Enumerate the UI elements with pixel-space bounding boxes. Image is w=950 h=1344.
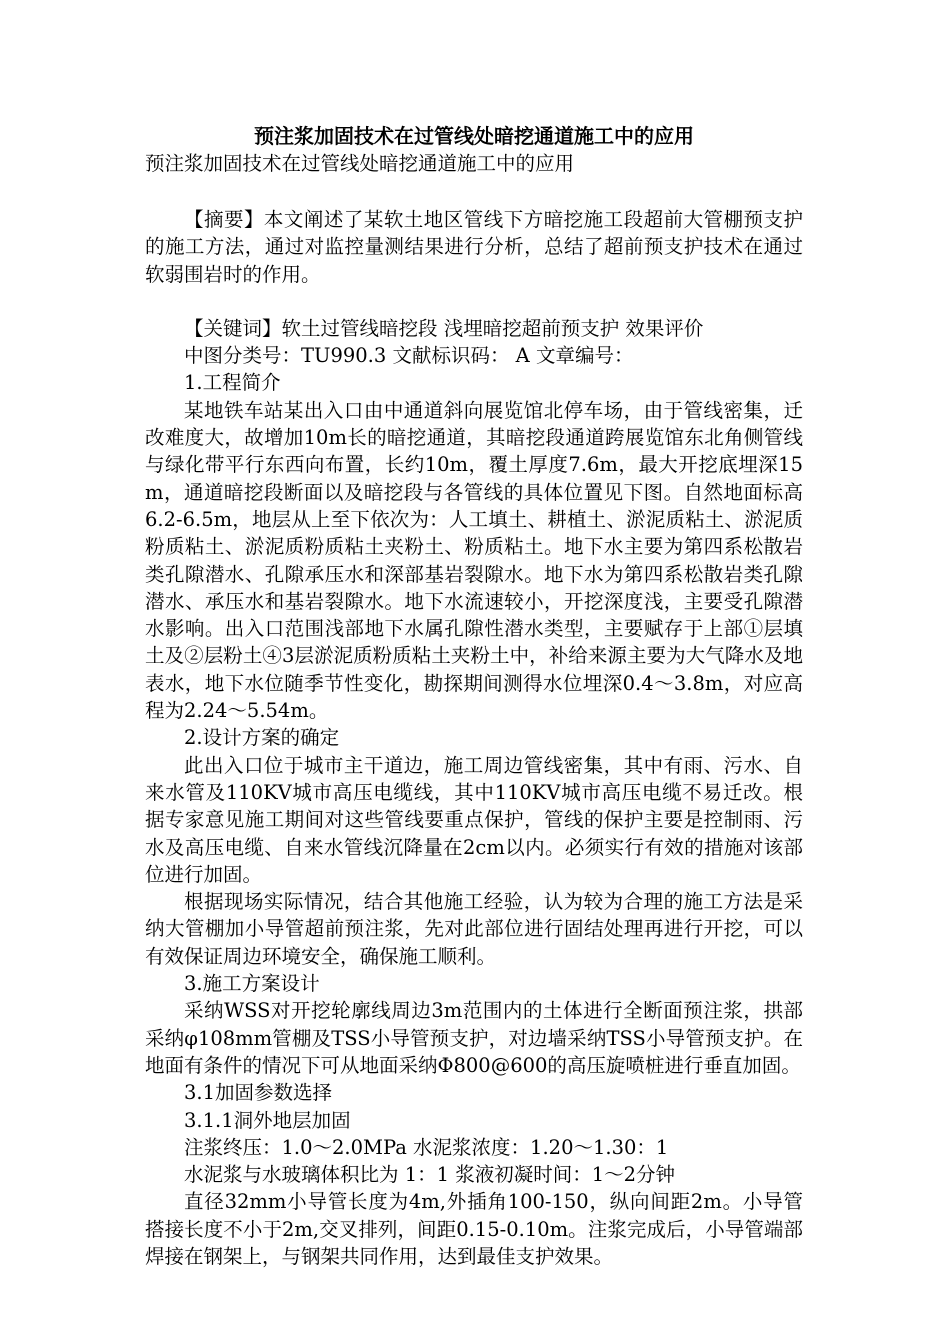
parameter-line-1: 注浆终压：1.0～2.0MPa 水泥浆浓度：1.20～1.30：1 (184, 1135, 669, 1159)
section-2-heading: 2.设计方案的确定 (184, 726, 340, 750)
parameter-line-2: 水泥浆与水玻璃体积比为 1：1 浆液初凝时间：1～2分钟 (184, 1163, 676, 1187)
spacer (145, 177, 803, 206)
classification-line: 中图分类号：TU990.3 文献标识码： A 文章编号： (184, 344, 634, 368)
section-3-heading: 3.施工方案设计 (184, 972, 320, 996)
document-content (145, 122, 803, 1270)
section-3-body: 采纳WSS对开挖轮廓线周边3m范围内的土体进行全断面预注浆，拱部采纳φ108mm管棚及TSS小导管预支护，对边墙采纳TSS小导管预支护。在地面有条件的情况下可从地面采纳Φ800@600的高压旋喷桩进行垂直加固。 (145, 999, 803, 1077)
section-1-body: 某地铁车站某出入口由中通道斜向展览馆北停车场，由于管线密集，迁改难度大，故增加10m长的暗挖通道，其暗挖段通道跨展览馆东北角侧管线与绿化带平行东西向布置，长约10m，覆土厚度7.6m，最大开挖底埋深15m，通道暗挖段断面以及暗挖段与各管线的具体位置见下图。自然地面标高6.2-6.5m，地层从上至下依次为：人工填土、耕植土、淤泥质粘土、淤泥质粉质粘土、淤泥质粉质粘土夹粉土、粉质粘土。地下水主要为第四系松散岩类孔隙潜水、孔隙承压水和深部基岩裂隙水。地下水为第四系松散岩类孔隙潜水、承压水和基岩裂隙水。地下水流速较小，开挖深度浅，主要受孔隙潜水影响。出入口范围浅部地下水属孔隙性潜水类型，主要赋存于上部①层填土及②层粉土④3层淤泥质粉质粘土夹粉土中，补给来源主要为大气降水及地表水，地下水位随季节性变化，勘探期间测得水位埋深0.4～3.8m，对应高程为2.24～5.54m。 (145, 398, 803, 723)
document-subtitle: 预注浆加固技术在过管线处暗挖通道施工中的应用 (145, 152, 575, 175)
document-title: 预注浆加固技术在过管线处暗挖通道施工中的应用 (254, 124, 694, 148)
abstract-paragraph: 【摘要】本文阐述了某软土地区管线下方暗挖施工段超前大管棚预支护的施工方法，通过对监控量测结果进行分析，总结了超前预支护技术在通过软弱围岩时的作用。 (145, 208, 803, 286)
parameter-line-3: 直径32mm小导管长度为4m,外插角100-150，纵向间距2m。小导管搭接长度不小于2m,交叉排列，间距0.15-0.10m。注浆完成后，小导管端部焊接在钢架上，与钢架共同作用，达到最佳支护效果。 (145, 1190, 803, 1268)
section-3-1-heading: 3.1加固参数选择 (184, 1081, 333, 1105)
keywords-line: 【关键词】软土过管线暗挖段 浅埋暗挖超前预支护 效果评价 (184, 316, 704, 340)
spacer (145, 288, 803, 315)
section-3-1-1-heading: 3.1.1洞外地层加固 (184, 1108, 351, 1132)
section-1-heading: 1.工程简介 (184, 371, 281, 395)
section-2-body-2: 根据现场实际情况，结合其他施工经验，认为较为合理的施工方法是采纳大管棚加小导管超前预注浆，先对此部位进行固结处理再进行开挖，可以有效保证周边环境安全，确保施工顺利。 (145, 890, 803, 968)
section-2-body-1: 此出入口位于城市主干道边，施工周边管线密集，其中有雨、污水、自来水管及110KV城市高压电缆线，其中110KV城市高压电缆不易迁改。根据专家意见施工期间对这些管线要重点保护，管线的保护主要是控制雨、污水及高压电缆、自来水管线沉降量在2cm以内。必须实行有效的措施对该部位进行加固。 (145, 753, 803, 886)
